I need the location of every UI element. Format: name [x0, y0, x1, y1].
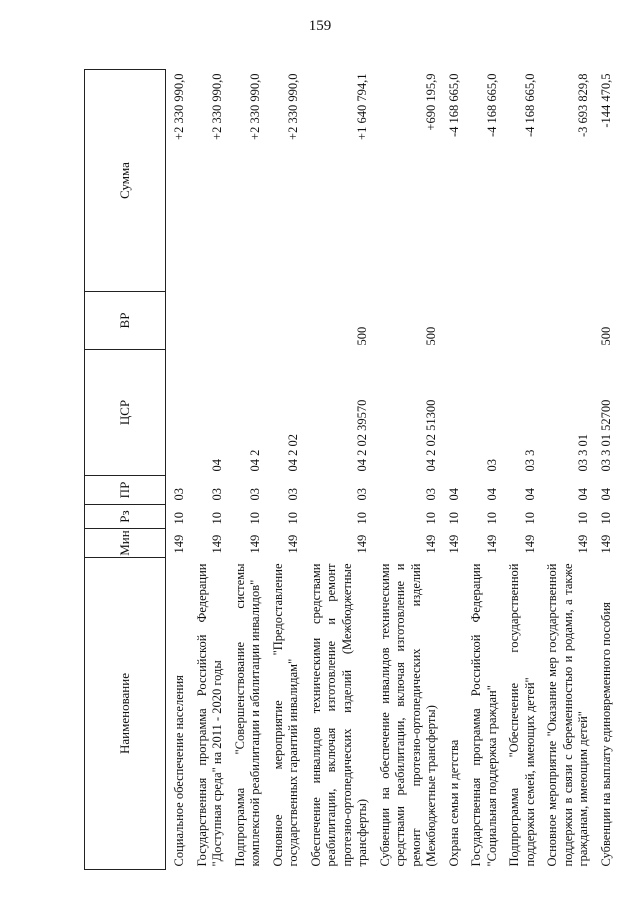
- cell-rz: 10: [355, 512, 369, 525]
- cell-min: 149: [210, 534, 224, 554]
- cell-sum: +1 640 794,1: [355, 73, 369, 140]
- table-row: [372, 70, 441, 870]
- cell-min: 149: [286, 534, 300, 554]
- cell-csr: 04 2: [248, 449, 262, 472]
- cell-min: 149: [484, 534, 499, 554]
- cell-pr: 03: [286, 488, 300, 501]
- cell-csr: 04: [210, 459, 224, 472]
- cell-rz: 10: [598, 512, 613, 525]
- cell-min: 149: [446, 534, 461, 554]
- cell-csr: [441, 350, 464, 476]
- cell-vr: [539, 292, 593, 350]
- cell-name: Охрана семьи и детства: [446, 739, 461, 867]
- header-vr: ВР: [85, 292, 166, 350]
- cell-vr: [463, 292, 501, 350]
- cell-sum: -3 693 829,8: [576, 73, 590, 138]
- cell-sum: +2 330 990,0: [172, 73, 186, 140]
- cell-name: Подпрограмма "Обеспечение государственной поддержки семей, имеющих детей": [507, 563, 537, 867]
- cell-pr: 03: [355, 488, 369, 501]
- cell-rz: 10: [484, 512, 499, 525]
- table-row: [501, 70, 539, 870]
- cell-sum: -4 168 665,0: [484, 73, 499, 138]
- cell-name: Подпрограмма "Совершенствование системы комплексной реабилитации и абилитации инвалидов": [232, 563, 262, 867]
- cell-rz: 10: [210, 512, 224, 525]
- rotated-page-content: [84, 70, 613, 870]
- table-row: [265, 70, 303, 870]
- cell-pr: 04: [446, 488, 461, 501]
- cell-name: Основное мероприятие "Предоставление государственных гарантий инвалидам": [270, 563, 300, 867]
- cell-name: Обеспечение инвалидов техническими средствами реабилитации, включая изготовление и ремонт протезно-ортопедических изделий (Межбюджетные трансферты): [308, 563, 369, 867]
- header-min: Мин: [85, 529, 166, 558]
- table-body: [166, 70, 616, 870]
- cell-rz: 10: [424, 512, 438, 525]
- cell-vr: 500: [598, 326, 613, 346]
- cell-min: 149: [248, 534, 262, 554]
- cell-rz: 10: [576, 512, 590, 525]
- cell-sum: -144 470,5: [598, 73, 613, 128]
- cell-vr: [265, 292, 303, 350]
- table-row: [463, 70, 501, 870]
- cell-pr: 03: [248, 488, 262, 501]
- table-row: [539, 70, 593, 870]
- cell-rz: 10: [522, 512, 537, 525]
- table-row: [189, 70, 227, 870]
- cell-min: 149: [355, 534, 369, 554]
- cell-sum: -4 168 665,0: [446, 73, 461, 138]
- cell-csr: 03 3 01: [576, 434, 590, 472]
- table-row: [593, 70, 616, 870]
- cell-rz: 10: [172, 512, 186, 525]
- cell-vr: [441, 292, 464, 350]
- cell-vr: [166, 292, 189, 350]
- cell-rz: 10: [248, 512, 262, 525]
- cell-vr: 500: [424, 326, 438, 346]
- cell-pr: 03: [172, 488, 186, 501]
- cell-min: 149: [424, 534, 438, 554]
- cell-rz: 10: [446, 512, 461, 525]
- cell-csr: 03 3: [522, 449, 537, 472]
- cell-sum: -4 168 665,0: [522, 73, 537, 138]
- cell-pr: 04: [576, 488, 590, 501]
- cell-csr: 04 2 02 51300: [424, 399, 438, 472]
- header-sum: Сумма: [85, 70, 166, 292]
- cell-name: Государственная программа Российской Федерации "Социальная поддержка граждан": [469, 563, 499, 867]
- cell-vr: [189, 292, 227, 350]
- cell-min: 149: [598, 534, 613, 554]
- cell-rz: 10: [286, 512, 300, 525]
- cell-csr: [166, 350, 189, 476]
- table-row: [166, 70, 189, 870]
- page-number: 159: [308, 18, 332, 34]
- budget-table: [84, 69, 615, 870]
- cell-sum: +2 330 990,0: [286, 73, 300, 140]
- cell-csr: 04 2 02 39570: [355, 399, 369, 472]
- cell-name: Основное мероприятие "Оказание мер государственной поддержки в связи с беременностью и родами, а также гражданам, имеющим детей": [545, 563, 590, 867]
- cell-vr: 500: [355, 326, 369, 346]
- cell-csr: 03 3 01 52700: [598, 399, 613, 472]
- cell-pr: 04: [484, 488, 499, 501]
- header-name: Наименование: [85, 558, 166, 870]
- table-row: [227, 70, 265, 870]
- cell-name: Государственная программа Российской Федерации "Доступная среда" на 2011 - 2020 годы: [194, 563, 224, 867]
- table-row: [303, 70, 372, 870]
- table-row: [441, 70, 464, 870]
- cell-sum: +2 330 990,0: [210, 73, 224, 140]
- cell-name: Социальное обеспечение населения: [172, 675, 186, 867]
- cell-pr: 03: [210, 488, 224, 501]
- cell-csr: 04 2 02: [286, 434, 300, 472]
- cell-min: 149: [172, 534, 186, 554]
- cell-name: Субвенции на обеспечение инвалидов техническими средствами реабилитации, включая изготовление и ремонт протезно-ортопедических изделий (Межбюджетные трансферты): [377, 563, 438, 867]
- header-pr: ПР: [85, 476, 166, 505]
- cell-name: Субвенции на выплату единовременного пособия: [598, 602, 613, 867]
- cell-csr: 03: [484, 459, 499, 472]
- cell-vr: [501, 292, 539, 350]
- table-header-row: [85, 70, 166, 870]
- cell-sum: +690 195,9: [424, 73, 438, 131]
- cell-pr: 03: [424, 488, 438, 501]
- header-csr: ЦСР: [85, 350, 166, 476]
- header-rz: Рз: [85, 505, 166, 529]
- cell-min: 149: [522, 534, 537, 554]
- cell-sum: +2 330 990,0: [248, 73, 262, 140]
- cell-vr: [227, 292, 265, 350]
- cell-pr: 04: [598, 488, 613, 501]
- cell-pr: 04: [522, 488, 537, 501]
- cell-min: 149: [576, 534, 590, 554]
